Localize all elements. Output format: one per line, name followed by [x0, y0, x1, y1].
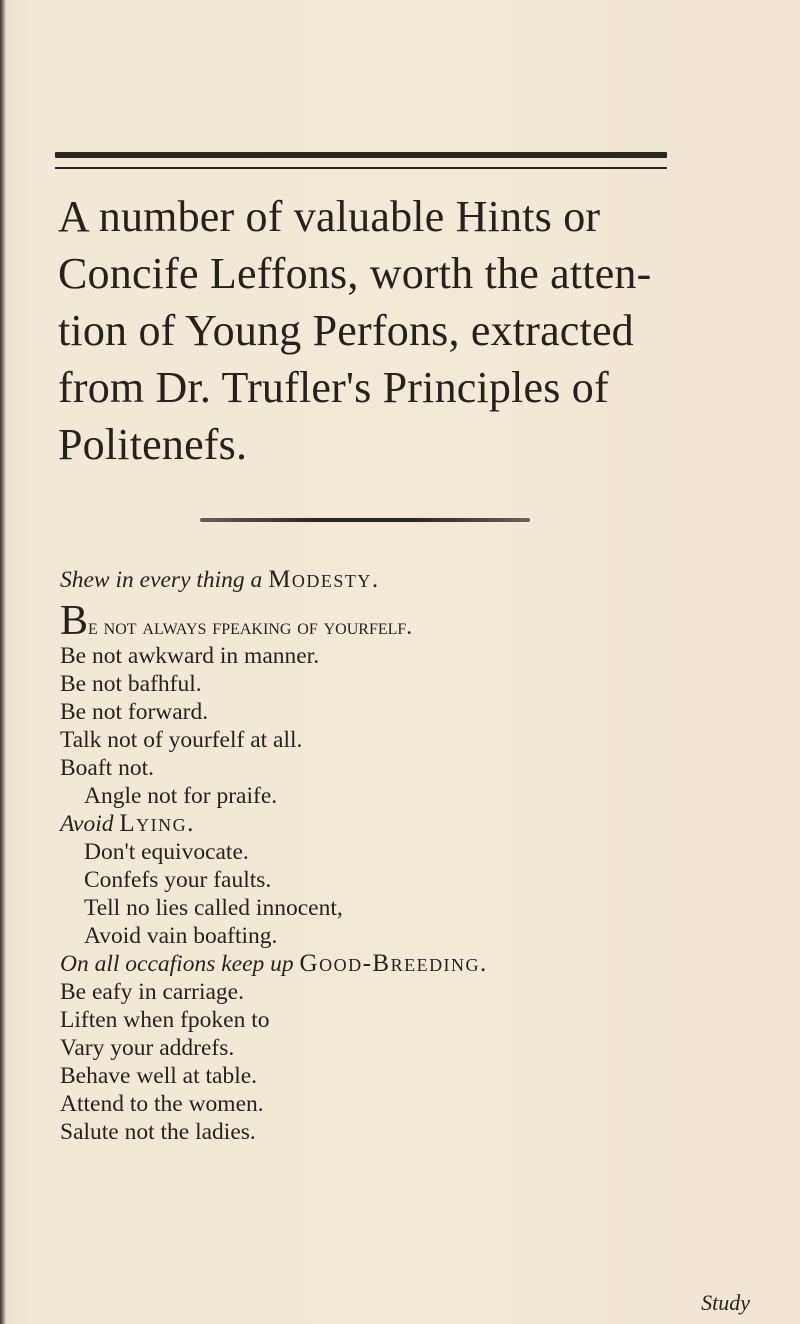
top-thin-rule	[55, 167, 667, 169]
title-line: Concife Leffons, worth the atten-	[58, 249, 652, 298]
maxim-line: Vary your addrefs.	[60, 1035, 235, 1061]
heading-italic-text: Shew in every thing a	[60, 567, 263, 593]
maxim-line: Attend to the women.	[60, 1091, 264, 1117]
maxim-line: Be not forward.	[60, 699, 209, 725]
maxim-line: Angle not for praife.	[84, 783, 278, 809]
heading-caps-text: Modesty.	[268, 566, 380, 593]
heading-caps-text: Lying.	[119, 810, 195, 837]
maxim-line: Tell no lies called innocent,	[84, 895, 343, 921]
section-divider-rule	[200, 518, 530, 522]
maxim-line: Avoid vain boafting.	[84, 923, 278, 949]
page-title	[58, 188, 758, 473]
top-thick-rule	[55, 152, 667, 158]
maxim-line: Salute not the ladies.	[60, 1119, 256, 1145]
drop-cap: B	[60, 598, 89, 644]
body-text	[60, 566, 780, 1146]
first-maxim-text: e not always fpeaking of yourfelf.	[88, 614, 413, 640]
heading-italic-text: On all occafions keep up	[60, 951, 294, 977]
maxim-line: Don't equivocate.	[84, 839, 249, 865]
heading-italic-text: Avoid	[60, 811, 114, 837]
title-line: Politenefs.	[58, 420, 248, 469]
maxim-line: Talk not of yourfelf at all.	[60, 727, 303, 753]
maxim-line: Boaft not.	[60, 755, 154, 781]
maxim-line: Confefs your faults.	[84, 867, 272, 893]
maxim-line: Liften when fpoken to	[60, 1007, 270, 1033]
maxim-line: Be not bafhful.	[60, 671, 202, 697]
title-line: A number of valuable Hints or	[58, 192, 601, 241]
section-heading-modesty	[60, 566, 780, 594]
title-line: from Dr. Trufler's Principles of	[58, 363, 609, 412]
maxim-line: Be eafy in carriage.	[60, 979, 244, 1005]
section-heading-lying	[60, 810, 780, 838]
heading-caps-text: Good-Breeding.	[299, 950, 488, 977]
title-line: tion of Young Perfons, extracted	[58, 306, 634, 355]
maxim-line: Be not awkward in manner.	[60, 643, 320, 669]
maxim-line: Behave well at table.	[60, 1063, 258, 1089]
section-heading-good-breeding	[60, 950, 780, 978]
page-binding-edge	[0, 0, 6, 1324]
first-maxim	[60, 600, 780, 642]
catchword: Study	[701, 1290, 750, 1315]
